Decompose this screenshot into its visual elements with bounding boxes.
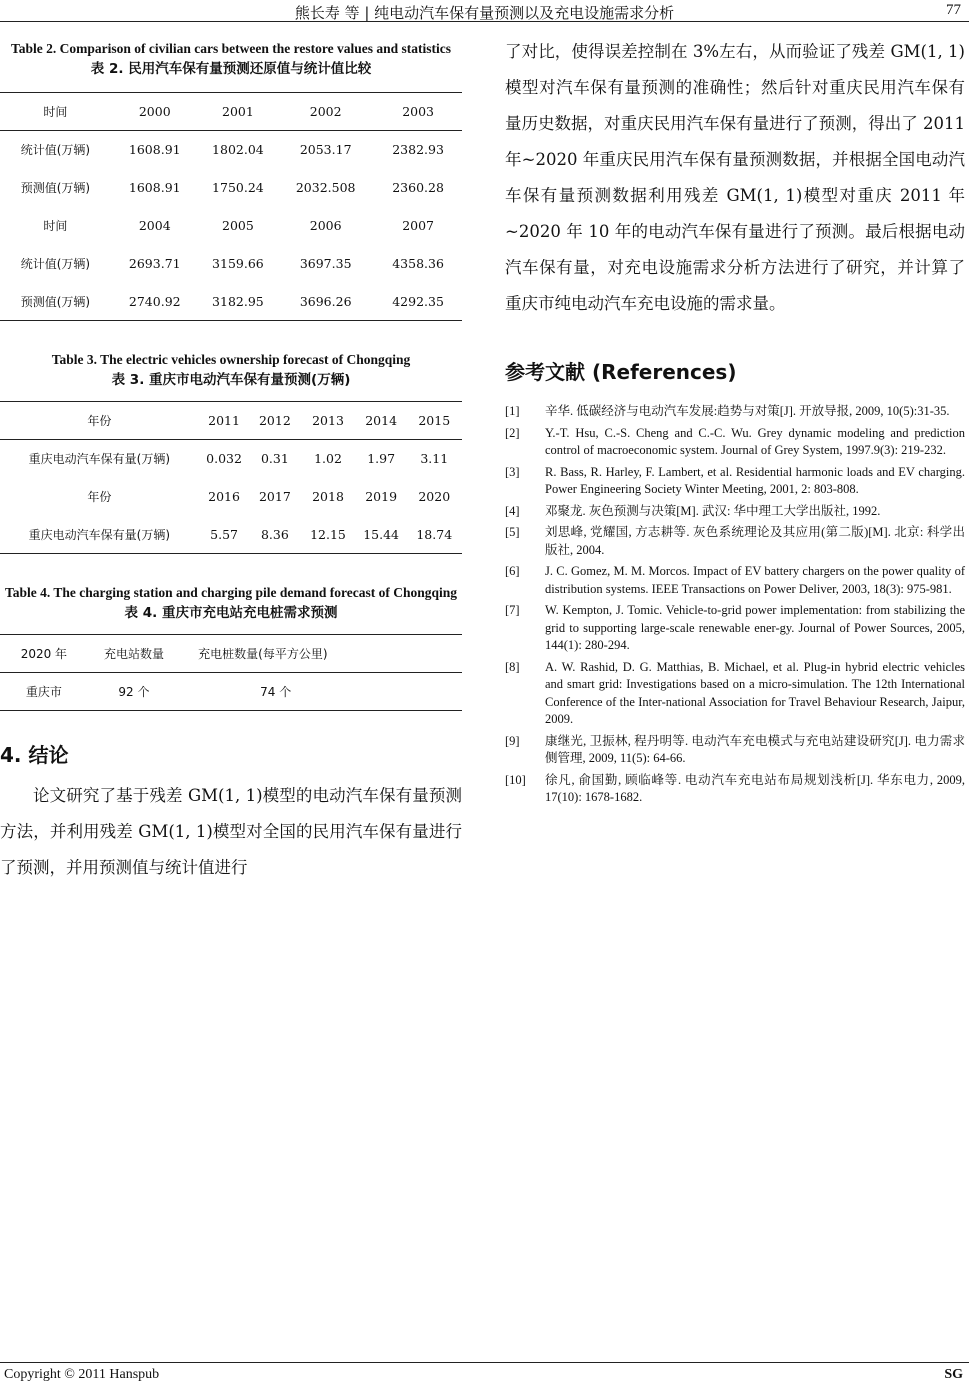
table-cell: 15.44	[363, 526, 400, 542]
table-cell: 2382.93	[392, 142, 444, 158]
table-cell: 2053.17	[299, 142, 352, 158]
header-rule	[0, 21, 969, 22]
table-row	[0, 93, 462, 131]
reference-number: [10]	[505, 772, 526, 787]
table-cell: 2007	[402, 218, 434, 233]
page-number: 77	[946, 2, 961, 18]
right-column	[505, 40, 965, 811]
table-cell: 4358.36	[392, 256, 444, 271]
table-row	[0, 245, 462, 283]
reference-text: 徐凡, 俞国勤, 顾临峰等. 电动汽车充电站布局规划浅析[J]. 华东电力, 2009, 17(10): 1678-1682.	[545, 772, 965, 804]
table-row	[0, 673, 462, 711]
reference-text: R. Bass, R. Harley, F. Lambert, et al. Residential harmonic loads and EV charging. Power Engineering Society Winter Meeting, 2001, 2: 803-808.	[545, 464, 965, 496]
journal-code: SG	[944, 1367, 963, 1382]
table3-block	[0, 351, 462, 554]
reference-item	[505, 602, 965, 655]
reference-number: [5]	[505, 525, 520, 539]
table4-caption-en: Table 4. The charging station and charging pile demand forecast of Chongqing	[4, 585, 458, 600]
table2	[0, 92, 462, 321]
reference-number: [9]	[505, 733, 520, 748]
table-cell: 0.31	[260, 451, 289, 467]
table-cell: 2012	[249, 402, 300, 440]
reference-item	[505, 503, 965, 521]
table2-block	[0, 40, 462, 321]
reference-number: [6]	[505, 564, 520, 578]
reference-text: W. Kempton, J. Tomic. Vehicle-to-grid power implementation: from stabilizing the grid to supporting large-scale renewable ener-gy. Journal of Power Sources, 2005, 144(1): 280-294.	[545, 603, 965, 652]
table-cell: 1.02	[314, 451, 342, 467]
reference-item	[505, 524, 965, 559]
page-header	[0, 0, 969, 22]
table-row	[0, 131, 462, 169]
table-cell: 统计值(万辆)	[20, 143, 91, 158]
table-cell: 8.36	[260, 526, 289, 542]
table2-caption-zh: 表 2. 民用汽车保有量预测还原值与统计值比较	[90, 61, 372, 77]
table3	[0, 401, 462, 554]
table3-caption-en: Table 3. The electric vehicles ownership forecast of Chongqing	[51, 352, 411, 367]
table-cell: 充电站数量	[88, 635, 180, 673]
reference-text: 刘思峰, 党耀国, 方志耕等. 灰色系统理论及其应用(第二版)[M]. 北京: 科学出版社, 2004.	[545, 525, 965, 557]
table-cell: 2018	[312, 489, 344, 504]
table-row	[0, 635, 462, 673]
reference-number: [3]	[505, 464, 520, 479]
table-cell: 2015	[407, 402, 462, 440]
reference-item	[505, 733, 965, 768]
reference-item	[505, 659, 965, 729]
reference-text: J. C. Gomez, M. M. Morcos. Impact of EV battery chargers on the power quality of distribution systems. IEEE Transactions on Power Deliver, 2003, 18(3): 975-981.	[545, 564, 965, 596]
conclusion-paragraph-right: 了对比，使得误差控制在 3%左右，从而验证了残差 GM(1, 1)模型对汽车保有量预测的准确性；然后针对重庆民用汽车保有量历史数据，对重庆民用汽车保有量进行了预测，得出了 2011 年~2020 年重庆民用汽车保有量预测数据，并根据全国电动汽车保有量预测数据利用残差 GM(1, 1)模型对重庆 2011 年~2020 年 10 年的电动汽车保有量进行了预测。最后根据电动汽车保有量，对充电设施需求分析方法进行了研究，并计算了重庆市纯电动汽车充电设施的需求量。	[505, 42, 965, 313]
table-cell: 2000	[111, 93, 199, 131]
table-row	[0, 283, 462, 321]
reference-item	[505, 563, 965, 598]
table-row	[0, 207, 462, 245]
table-cell: 2004	[138, 218, 171, 233]
reference-item	[505, 403, 965, 421]
table-row	[0, 440, 462, 478]
table-cell: 预测值(万辆)	[20, 181, 91, 195]
table-cell: 1608.91	[128, 180, 181, 195]
table-cell: 重庆市	[25, 685, 62, 699]
table-cell: 2003	[374, 93, 462, 131]
table-row	[0, 478, 462, 516]
table-cell: 74 个	[260, 685, 292, 699]
section-title: 4. 结论	[0, 743, 69, 767]
table-cell: 2002	[277, 93, 374, 131]
table-row	[0, 169, 462, 207]
table-cell: 4292.35	[392, 293, 444, 309]
table-cell: 2019	[365, 489, 398, 504]
table-cell: 时间	[43, 219, 68, 233]
table-cell: 统计值(万辆)	[20, 257, 91, 271]
table-cell: 12.15	[310, 526, 346, 542]
table-cell: 2032.508	[295, 180, 356, 195]
table-row	[0, 402, 462, 440]
table-cell: 3696.26	[299, 293, 352, 309]
table-cell: 3159.66	[212, 256, 264, 271]
table-cell: 2020	[418, 489, 451, 504]
reference-number: [1]	[505, 404, 520, 418]
running-title: 熊长寿 等 | 纯电动汽车保有量预测以及充电设施需求分析	[294, 4, 675, 22]
table-cell: 1802.04	[212, 142, 264, 158]
table-cell: 2016	[208, 489, 240, 504]
table-cell: 2013	[300, 402, 355, 440]
reference-text: 邓聚龙. 灰色预测与决策[M]. 武汉: 华中理工大学出版社, 1992.	[545, 503, 881, 518]
reference-text: 康继光, 卫振林, 程丹明等. 电动汽车充电模式与充电站建设研究[J]. 电力需求侧管理, 2009, 11(5): 64-66.	[545, 733, 965, 765]
table-cell: 2014	[356, 402, 407, 440]
table-cell: 3.11	[420, 451, 449, 467]
table-cell: 年份	[87, 490, 112, 504]
reference-number: [2]	[505, 425, 520, 440]
table-cell: 时间	[0, 93, 111, 131]
table-cell: 1608.91	[128, 142, 181, 158]
table-cell: 5.57	[210, 526, 238, 542]
left-column	[0, 40, 462, 886]
table-cell: 2360.28	[392, 180, 444, 195]
table-cell: 充电桩数量(每平方公里)	[180, 635, 462, 673]
reference-list	[505, 403, 965, 807]
table-cell: 18.74	[416, 526, 453, 542]
table-cell: 3182.95	[212, 293, 264, 309]
reference-number: [8]	[505, 659, 520, 674]
table-cell: 重庆电动汽车保有量(万辆)	[28, 527, 171, 542]
table-cell: 2693.71	[128, 256, 181, 271]
conclusion-paragraph-left: 论文研究了基于残差 GM(1, 1)模型的电动汽车保有量预测方法，并利用残差 GM(1, 1)模型对全国的民用汽车保有量进行了预测，并用预测值与统计值进行	[0, 786, 462, 877]
table-cell: 重庆电动汽车保有量(万辆)	[28, 452, 171, 467]
reference-text: 辛华. 低碳经济与电动汽车发展:趋势与对策[J]. 开放导报, 2009, 10(5):31-35.	[545, 404, 950, 418]
table-cell: 2011	[199, 402, 250, 440]
reference-item	[505, 464, 965, 499]
table4	[0, 634, 462, 711]
table-cell: 92 个	[118, 685, 150, 699]
copyright-notice: Copyright © 2011 Hanspub	[4, 1367, 160, 1382]
table-cell: 2001	[199, 93, 278, 131]
table-cell: 2020 年	[0, 635, 88, 673]
page-footer	[0, 1362, 969, 1386]
references-title: 参考文献 (References)	[505, 360, 737, 384]
table3-caption-zh: 表 3. 重庆市电动汽车保有量预测(万辆)	[111, 372, 351, 388]
reference-item	[505, 772, 965, 807]
reference-number: [4]	[505, 503, 520, 518]
table-cell: 0.032	[206, 451, 242, 467]
table-cell: 2006	[309, 218, 342, 233]
table-cell: 1750.24	[212, 180, 264, 195]
table-cell: 2017	[258, 489, 291, 504]
table4-caption-zh: 表 4. 重庆市充电站充电桩需求预测	[124, 605, 338, 621]
table4-block	[0, 584, 462, 711]
reference-number: [7]	[505, 603, 520, 617]
table-cell: 年份	[0, 402, 199, 440]
table2-caption-en: Table 2. Comparison of civilian cars between the restore values and statistics	[11, 41, 451, 56]
reference-item	[505, 425, 965, 460]
reference-text: A. W. Rashid, D. G. Matthias, B. Michael, et al. Plug-in hybrid electric vehicles and smart grid: Investigations based on a micro-simulation. The 12th International Conference of the Inter-national Association for Travel Behaviour Research, Jaipur, 2009.	[545, 659, 965, 726]
table-cell: 2740.92	[128, 293, 181, 309]
table-cell: 1.97	[367, 451, 396, 467]
reference-text: Y.-T. Hsu, C.-S. Cheng and C.-C. Wu. Grey dynamic modeling and prediction control of macroeconomic system. Journal of Grey System, 1997.9(3): 219-232.	[545, 425, 965, 457]
table-cell: 3697.35	[299, 256, 352, 271]
table-row	[0, 516, 462, 554]
table-cell: 2005	[222, 218, 254, 233]
table-cell: 预测值(万辆)	[20, 294, 91, 309]
footer-rule	[0, 1362, 969, 1363]
